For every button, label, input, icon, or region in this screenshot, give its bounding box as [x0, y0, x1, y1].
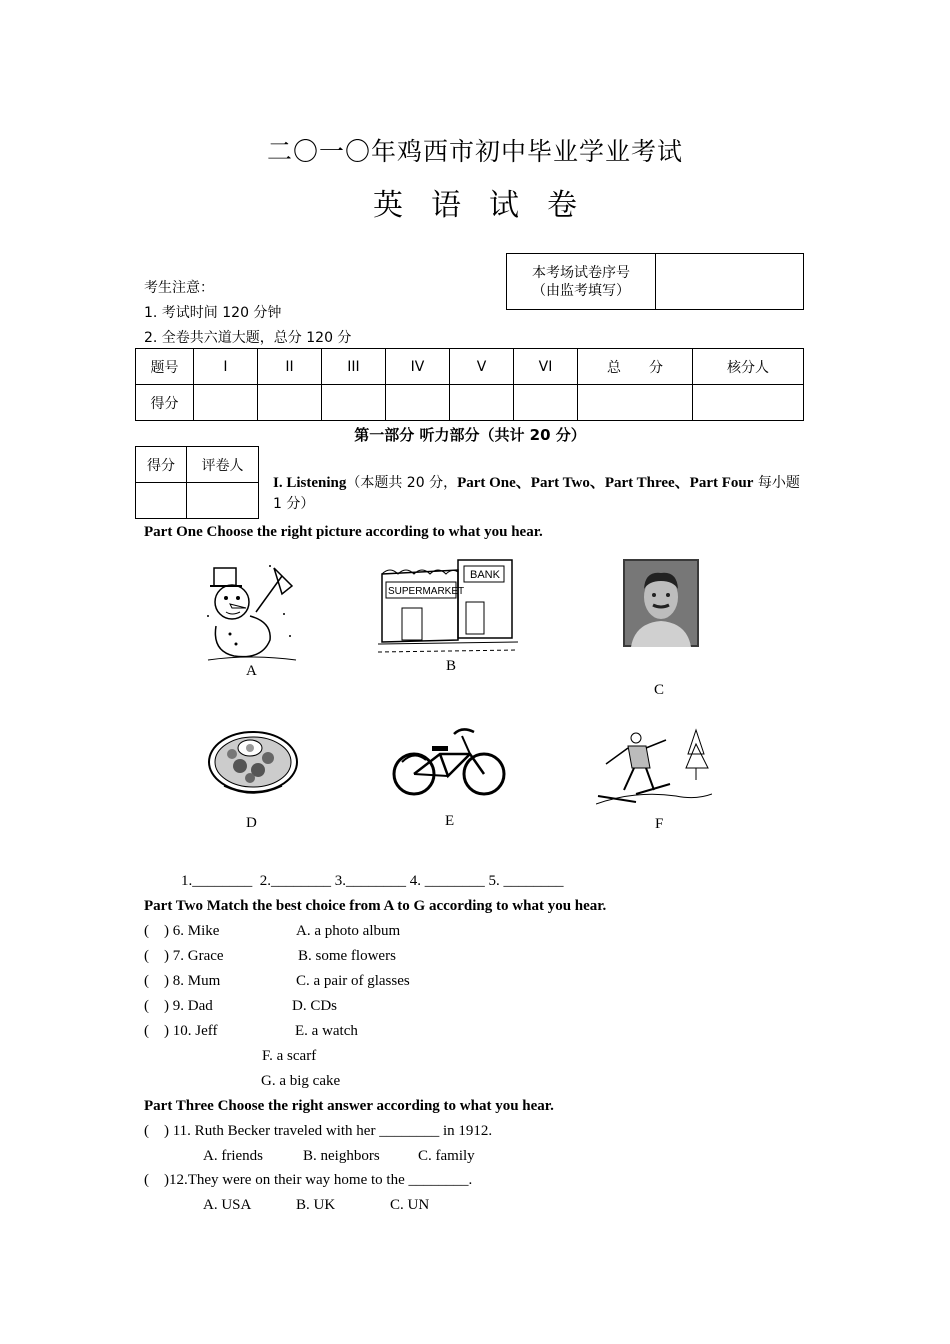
picture-label-d: D [246, 815, 257, 831]
supermarket-bank-icon [378, 556, 518, 658]
score-header-cell: I [194, 349, 258, 385]
answer-blanks[interactable]: 1.________ 2.________ 3.________ 4. ________ 5. ________ [181, 873, 564, 889]
score-table [135, 348, 804, 421]
match-choice: D. CDs [292, 998, 338, 1014]
picture-label-f: F [655, 816, 664, 832]
grader-header-grader: 评卷人 [187, 447, 259, 483]
match-question: ( ) 7. Grace [144, 948, 224, 964]
grader-name-cell[interactable] [187, 483, 259, 519]
score-row-label: 得分 [136, 385, 194, 421]
picture-label-e: E [445, 813, 455, 829]
match-choice: E. a watch [295, 1023, 358, 1039]
bicycle-icon [392, 724, 506, 800]
picture-label-b: B [446, 658, 457, 674]
question-11: ( ) 11. Ruth Becker traveled with her ________ in 1912. [144, 1123, 493, 1139]
match-choice: A. a photo album [296, 923, 401, 939]
listening-label: I. Listening [273, 475, 347, 491]
serial-label [507, 254, 656, 310]
q12-option-b: B. UK [296, 1197, 336, 1213]
note-item-2: 2. 全卷共六道大题，总分 120 分 [144, 330, 352, 346]
listening-points: （本题共 20 分， [346, 475, 458, 491]
question-12: ( )12.They were on their way home to the ________. [144, 1172, 473, 1188]
picture-label-c: C [654, 682, 665, 698]
score-header-cell: 总 分 [578, 349, 693, 385]
match-question: ( ) 6. Mike [144, 923, 220, 939]
grader-score-cell[interactable] [136, 483, 187, 519]
part-three-heading: Part Three Choose the right answer according to what you hear. [144, 1098, 554, 1114]
score-cell[interactable] [258, 385, 322, 421]
match-question: ( ) 10. Jeff [144, 1023, 218, 1039]
note-item-1: 1. 考试时间 120 分钟 [144, 305, 282, 321]
serial-number-field[interactable] [656, 254, 804, 310]
match-question: ( ) 9. Dad [144, 998, 213, 1014]
q11-option-c: C. family [418, 1148, 475, 1164]
exam-title: 二〇一〇年鸡西市初中毕业学业考试 [266, 137, 683, 166]
serial-label-line1: 本考场试卷序号 [532, 264, 630, 281]
score-cell[interactable] [386, 385, 450, 421]
serial-number-box [506, 253, 804, 310]
notes-heading: 考生注意： [144, 280, 214, 296]
q11-option-a: A. friends [203, 1148, 263, 1164]
snowman-icon [200, 556, 300, 666]
noodle-bowl-icon [206, 726, 300, 802]
section-heading: 第一部分 听力部分（共计 20 分） [354, 426, 586, 444]
score-header-cell: II [258, 349, 322, 385]
listening-parts: Part One、Part Two、Part Three、Part Four [457, 475, 754, 491]
listening-per-item: 每小题 1 分） [273, 475, 800, 512]
score-header-cell: III [322, 349, 386, 385]
part-one-heading: Part One Choose the right picture according to what you hear. [144, 524, 543, 540]
score-header-cell: V [450, 349, 514, 385]
exam-subtitle: 英语试卷 [373, 188, 605, 223]
q11-option-b: B. neighbors [303, 1148, 380, 1164]
score-cell[interactable] [693, 385, 804, 421]
match-choice: G. a big cake [261, 1073, 341, 1089]
match-choice: C. a pair of glasses [296, 973, 410, 989]
score-cell[interactable] [322, 385, 386, 421]
q12-option-c: C. UN [390, 1197, 430, 1213]
score-header-cell: 核分人 [693, 349, 804, 385]
match-question: ( ) 8. Mum [144, 973, 221, 989]
score-header-cell: 题号 [136, 349, 194, 385]
bank-sign: BANK [470, 569, 500, 581]
score-cell[interactable] [450, 385, 514, 421]
portrait-photo [623, 559, 699, 647]
part-two-heading: Part Two Match the best choice from A to G according to what you hear. [144, 898, 607, 914]
match-choice: B. some flowers [298, 948, 396, 964]
score-header-cell: VI [514, 349, 578, 385]
listening-instructions [273, 473, 813, 515]
score-cell[interactable] [194, 385, 258, 421]
serial-label-line2: （由监考填写） [532, 282, 630, 299]
q12-option-a: A. USA [203, 1197, 252, 1213]
score-cell[interactable] [578, 385, 693, 421]
supermarket-sign: SUPERMARKET [388, 586, 465, 597]
match-choice: F. a scarf [262, 1048, 317, 1064]
score-header-cell: IV [386, 349, 450, 385]
grader-table [135, 446, 259, 519]
score-cell[interactable] [514, 385, 578, 421]
skier-icon [596, 724, 712, 808]
grader-header-score: 得分 [136, 447, 187, 483]
picture-label-a: A [246, 663, 257, 679]
